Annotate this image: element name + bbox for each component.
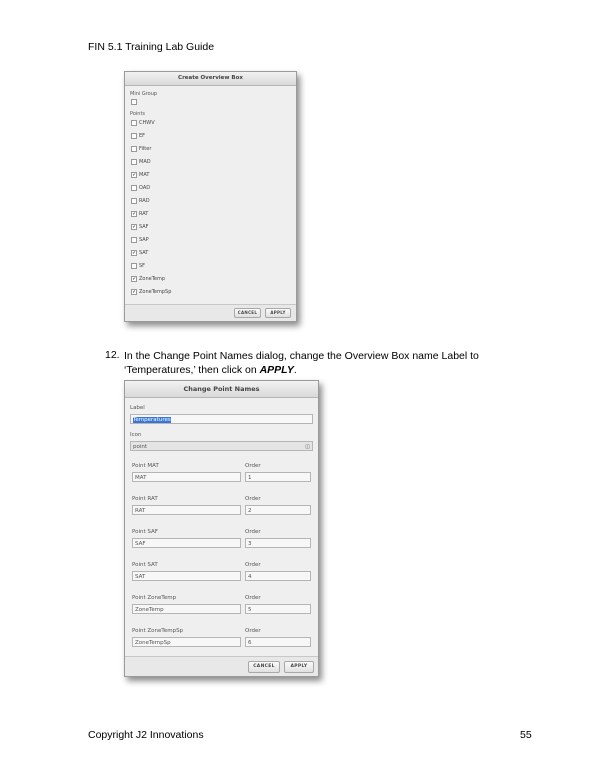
step-text-end: . (293, 364, 297, 376)
point-label: SAP (139, 236, 149, 243)
point-checkbox[interactable] (131, 237, 137, 243)
cancel-button[interactable]: CANCEL (248, 661, 280, 673)
step-text: In the Change Point Names dialog, change the Overview Box name Label to ‘Temperatures,’ then click on (124, 350, 479, 376)
point-label: MAD (139, 158, 151, 165)
point-checkbox[interactable]: ✔ (132, 289, 136, 294)
point-name-input[interactable]: ZoneTemp (132, 604, 241, 614)
label-input-value: Temperatures (133, 417, 171, 423)
point-label: EF (139, 132, 146, 139)
point-name-label: Point ZoneTempSp (132, 628, 184, 634)
create-overview-box-dialog (124, 71, 297, 322)
apply-button[interactable]: APPLY (265, 308, 291, 318)
point-checkbox[interactable] (131, 146, 137, 152)
order-label: Order (245, 628, 261, 634)
order-label: Order (245, 496, 261, 502)
point-checkbox[interactable] (131, 198, 137, 204)
point-label: OAD (139, 184, 151, 191)
apply-button[interactable]: APPLY (284, 661, 314, 673)
point-checkbox[interactable]: ✔ (132, 224, 136, 229)
dialog-title: Create Overview Box (125, 72, 296, 86)
point-checkbox[interactable] (131, 159, 137, 165)
point-name-input[interactable]: MAT (132, 472, 241, 482)
point-name-label: Point SAF (132, 529, 158, 535)
dropdown-icon: ◫ (305, 444, 310, 450)
point-label: ZoneTemp (139, 275, 166, 282)
footer-copyright: Copyright J2 Innovations (88, 729, 204, 741)
point-checkbox[interactable] (131, 185, 137, 191)
icon-select-value: point (133, 444, 148, 450)
label-field-label: Label (130, 405, 145, 411)
point-checkbox[interactable]: ✔ (132, 211, 136, 216)
points-label: Points (130, 111, 146, 117)
point-checkbox[interactable] (131, 120, 137, 126)
point-label: SAF (139, 223, 149, 230)
order-input[interactable]: 2 (245, 505, 311, 515)
point-name-label: Point MAT (132, 463, 159, 469)
point-checkbox[interactable] (131, 133, 137, 139)
point-name-input[interactable]: SAF (132, 538, 241, 548)
dialog-title: Change Point Names (125, 381, 318, 398)
order-label: Order (245, 463, 261, 469)
point-name-label: Point SAT (132, 562, 158, 568)
order-input[interactable]: 6 (245, 637, 311, 647)
point-checkbox[interactable] (131, 263, 137, 269)
point-label: RAD (139, 197, 150, 204)
order-label: Order (245, 595, 261, 601)
point-label: Filter (139, 145, 152, 152)
point-checkbox[interactable]: ✔ (132, 250, 136, 255)
step-instruction (124, 349, 534, 377)
order-input[interactable]: 5 (245, 604, 311, 614)
point-label: SAT (139, 249, 149, 256)
point-checkbox[interactable]: ✔ (132, 172, 136, 177)
icon-field-label: Icon (130, 432, 142, 438)
point-name-label: Point ZoneTemp (132, 595, 177, 601)
order-label: Order (245, 529, 261, 535)
order-input[interactable]: 3 (245, 538, 311, 548)
point-label: RAT (139, 210, 149, 217)
point-name-label: Point RAT (132, 496, 158, 502)
point-name-input[interactable]: RAT (132, 505, 241, 515)
step-emphasis: APPLY (259, 364, 294, 376)
mini-group-checkbox[interactable] (131, 99, 137, 105)
cancel-button[interactable]: CANCEL (234, 308, 261, 318)
document-header: FIN 5.1 Training Lab Guide (88, 41, 215, 53)
point-label: SF (139, 262, 146, 269)
icon-select[interactable] (130, 441, 313, 451)
dialog-footer (125, 656, 318, 676)
dialog-footer (125, 304, 296, 321)
step-number: 12. (105, 349, 120, 361)
point-label: ZoneTempSp (139, 288, 172, 295)
point-label: CHWV (139, 119, 155, 126)
label-input[interactable] (130, 414, 313, 424)
point-name-input[interactable]: SAT (132, 571, 241, 581)
order-label: Order (245, 562, 261, 568)
order-input[interactable]: 1 (245, 472, 311, 482)
point-label: MAT (139, 171, 150, 178)
order-input[interactable]: 4 (245, 571, 311, 581)
mini-group-label: Mini Group (130, 91, 158, 97)
change-point-names-dialog (124, 380, 319, 677)
point-checkbox[interactable]: ✔ (132, 276, 136, 281)
point-name-input[interactable]: ZoneTempSp (132, 637, 241, 647)
footer-page-number: 55 (520, 729, 532, 741)
